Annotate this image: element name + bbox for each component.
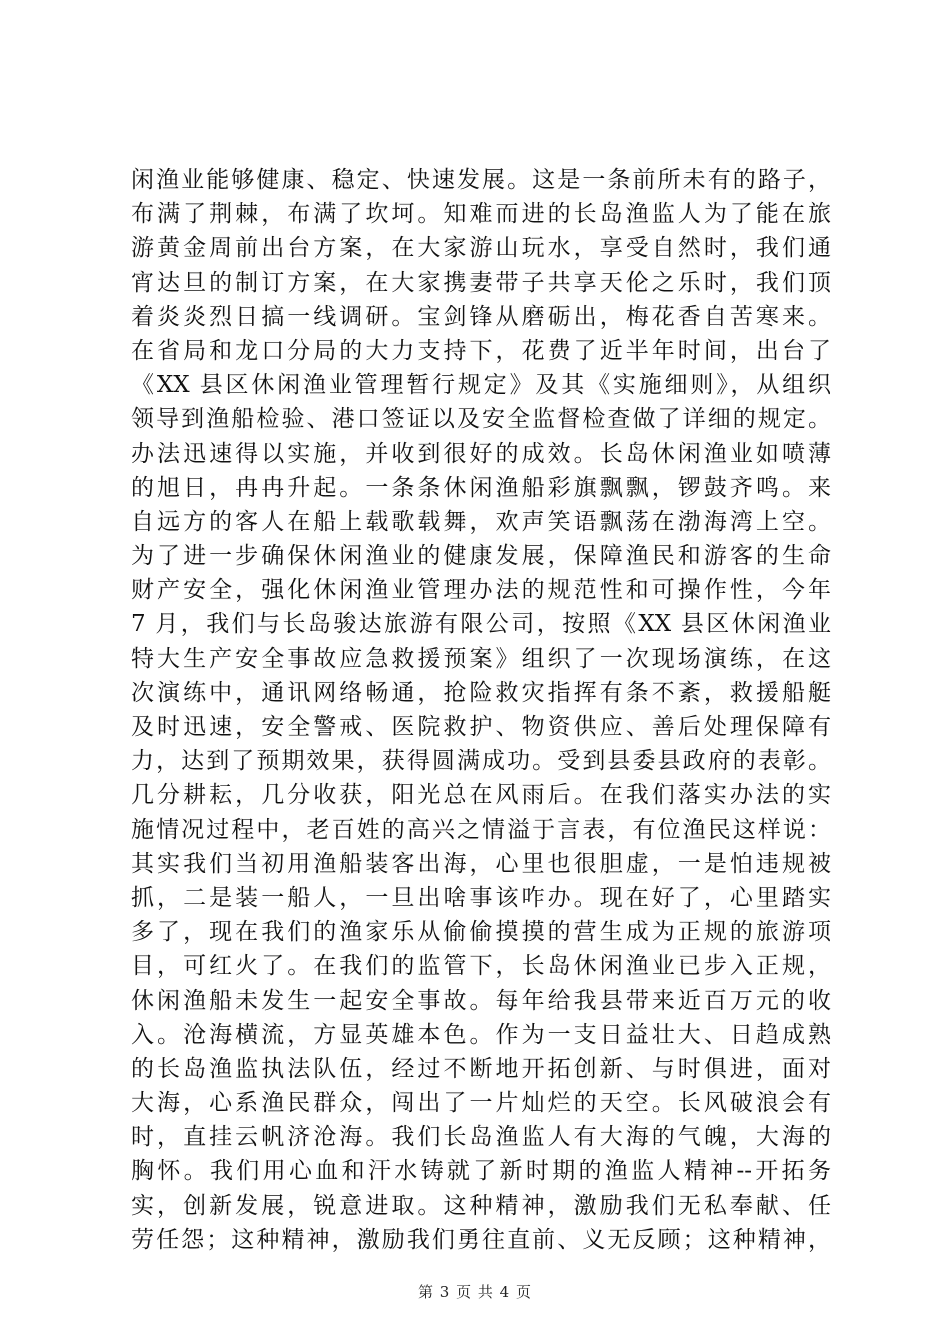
- text-line: 特大生产安全事故应急救援预案》组织了一次现场演练，在这: [131, 645, 831, 672]
- text-line: 力，达到了预期效果，获得圆满成功。受到县委县政府的表彰。: [131, 748, 831, 775]
- text-line: 财产安全，强化休闲渔业管理办法的规范性和可操作性，今年: [131, 577, 831, 604]
- text-line: 入。沧海横流，方显英雄本色。作为一支日益壮大、日趋成熟: [131, 1021, 831, 1048]
- text-line: 7 月，我们与长岛骏达旅游有限公司，按照《XX 县区休闲渔业: [131, 611, 831, 638]
- text-line: 为了进一步确保休闲渔业的健康发展，保障渔民和游客的生命: [131, 543, 831, 570]
- text-line: 游黄金周前出台方案，在大家游山玩水，享受自然时，我们通: [131, 235, 831, 262]
- text-line: 其实我们当初用渔船装客出海，心里也很胆虚，一是怕违规被: [131, 850, 831, 877]
- text-line: 在省局和龙口分局的大力支持下，花费了近半年时间，出台了: [131, 337, 831, 364]
- text-line: 宵达旦的制订方案，在大家携妻带子共享天伦之乐时，我们顶: [131, 269, 831, 296]
- page-footer: 第 3 页 共 4 页: [418, 1283, 532, 1301]
- text-line: 次演练中，通讯网络畅通，抢险救灾指挥有条不紊，救援船艇: [131, 679, 831, 706]
- text-line: 几分耕耘，几分收获，阳光总在风雨后。在我们落实办法的实: [131, 782, 831, 809]
- text-line: 大海，心系渔民群众，闯出了一片灿烂的天空。长风破浪会有: [131, 1090, 831, 1117]
- text-line: 布满了荆棘，布满了坎坷。知难而进的长岛渔监人为了能在旅: [131, 201, 831, 228]
- text-line: 时，直挂云帆济沧海。我们长岛渔监人有大海的气魄，大海的: [131, 1124, 831, 1151]
- text-line: 自远方的客人在船上载歌载舞，欢声笑语飘荡在渤海湾上空。: [131, 508, 831, 535]
- text-line: 的旭日，冉冉升起。一条条休闲渔船彩旗飘飘，锣鼓齐鸣。来: [131, 474, 831, 501]
- body-text: [131, 163, 831, 1257]
- text-line: 办法迅速得以实施，并收到很好的成效。长岛休闲渔业如喷薄: [131, 440, 831, 467]
- text-line: 目，可红火了。在我们的监管下，长岛休闲渔业已步入正规，: [131, 953, 831, 980]
- text-line: 多了，现在我们的渔家乐从偷偷摸摸的营生成为正规的旅游项: [131, 919, 831, 946]
- text-line: 劳任怨；这种精神，激励我们勇往直前、义无反顾；这种精神，: [131, 1226, 831, 1253]
- text-line: 《XX 县区休闲渔业管理暂行规定》及其《实施细则》，从组织: [131, 372, 831, 399]
- text-line: 实，创新发展，锐意进取。这种精神，激励我们无私奉献、任: [131, 1192, 831, 1219]
- text-line: 闲渔业能够健康、稳定、快速发展。这是一条前所未有的路子，: [131, 167, 831, 193]
- text-line: 施情况过程中，老百姓的高兴之情溢于言表，有位渔民这样说：: [131, 816, 831, 843]
- text-line: 休闲渔船未发生一起安全事故。每年给我县带来近百万元的收: [131, 987, 831, 1014]
- text-line: 领导到渔船检验、港口签证以及安全监督检查做了详细的规定。: [131, 406, 831, 433]
- text-line: 及时迅速，安全警戒、医院救护、物资供应、善后处理保障有: [131, 714, 831, 740]
- text-line: 抓，二是装一船人，一旦出啥事该咋办。现在好了，心里踏实: [131, 884, 831, 911]
- text-line: 胸怀。我们用心血和汗水铸就了新时期的渔监人精神--开拓务: [131, 1158, 831, 1185]
- text-line: 着炎炎烈日搞一线调研。宝剑锋从磨砺出，梅花香自苦寒来。: [131, 303, 831, 330]
- text-line: 的长岛渔监执法队伍，经过不断地开拓创新、与时俱进，面对: [131, 1055, 831, 1082]
